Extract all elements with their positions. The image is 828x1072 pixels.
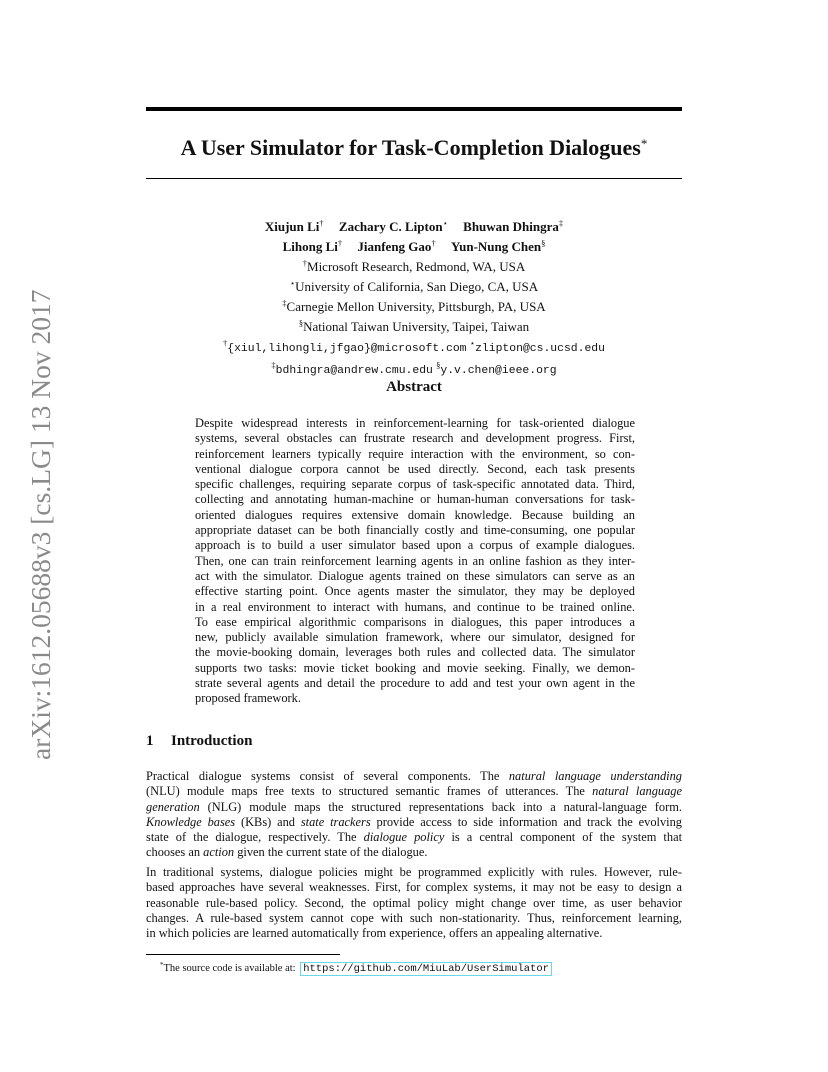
italic-term: Knowledge bases — [146, 814, 236, 829]
paragraph-line: state of the dialogue, respectively. The dialogue policy is a central component of the system that — [146, 830, 683, 845]
affiliation-text: Carnegie Mellon University, Pittsburgh, PA, USA — [286, 299, 546, 314]
author-name: Jianfeng Gao — [357, 239, 432, 254]
arxiv-identifier-stamp — [22, 284, 62, 760]
intro-paragraph-2 — [146, 865, 682, 941]
paragraph-line: chooses an action given the current state of the dialogue. — [146, 845, 428, 860]
abstract-line: To ease empirical algorithmic comparisons in dialogues, this paper introduces a — [195, 614, 635, 629]
abstract-line: supports two tasks: movie ticket booking and movie seeking. Finally, we demon- — [195, 660, 635, 675]
abstract-line: specific challenges, requiring separate corpus of task-specific annotated data. Third, — [195, 477, 635, 492]
paragraph-line: (NLU) module maps free texts to structured semantic frames of utterances. The natural language — [146, 784, 682, 799]
paper-title-text: A User Simulator for Task-Completion Dialogues — [180, 135, 641, 160]
email-address[interactable]: y.v.chen@ieee.org — [440, 365, 557, 377]
italic-term: natural language understanding — [508, 769, 682, 783]
author-name: Xiujun Li — [264, 219, 320, 234]
paragraph-line: based approaches have several weaknesses. First, for complex systems, it may not be easy to design a — [146, 880, 682, 895]
abstract-line: act with the simulator. Dialogue agents trained on these simulators can serve as an — [195, 568, 635, 583]
abstract-line: new, publicly available simulation framework, where our simulator, designed for — [195, 630, 635, 645]
email-mark: ‡ — [271, 360, 276, 370]
abstract-body — [195, 416, 635, 707]
abstract-line: effective starting point. Once agents master the simulator, they may be deployed — [195, 584, 635, 599]
author-mark: § — [541, 238, 546, 248]
email-address[interactable]: {xiul,lihongli,jfgao}@microsoft.com — [227, 343, 467, 355]
abstract-line: Then, one can train reinforcement learning agents in an online fashion as they inter- — [195, 553, 635, 568]
italic-term: state trackers — [300, 814, 371, 829]
abstract-line: the movie-booking domain, leverages both rules and collected data. The simulator — [195, 645, 635, 660]
author-line-2 — [146, 235, 682, 255]
footnote-mark: * — [160, 961, 164, 969]
footnote-text: The source code is available at: — [163, 963, 299, 974]
paragraph-line: generation (NLG) module maps the structured representations back into a natural-language form. — [146, 799, 682, 814]
author-name: Zachary C. Lipton — [338, 219, 443, 234]
title-bottom-rule — [146, 178, 682, 179]
affiliation-mark: ⋆ — [289, 278, 296, 288]
affiliation-mark: † — [302, 258, 308, 268]
author-name: Lihong Li — [282, 239, 338, 254]
author-line-1 — [146, 215, 682, 235]
intro-paragraph-1 — [146, 769, 682, 861]
arxiv-id-text: arXiv:1612.05688v3 [cs.LG] 13 Nov 2017 — [25, 289, 56, 760]
affiliation-mark: ‡ — [282, 298, 287, 308]
author-mark: † — [319, 218, 324, 228]
paragraph-line: In traditional systems, dialogue policies might be programmed explicitly with rules. However, rule- — [146, 865, 682, 879]
section-number: 1 — [146, 733, 154, 749]
footnote-rule — [146, 954, 340, 955]
author-mark: ⋆ — [442, 218, 448, 228]
title-top-rule — [146, 107, 682, 111]
abstract-line: in a real environment to interact with humans, and continue to be trained online. — [195, 599, 635, 614]
affiliation-text: National Taiwan University, Taipei, Taiwan — [303, 319, 530, 334]
abstract-line: appropriate dataset can be both financially costly and time-consuming, one popular — [195, 523, 635, 538]
italic-term: generation — [146, 799, 200, 814]
affiliation-text: Microsoft Research, Redmond, WA, USA — [307, 259, 526, 274]
author-mark: ‡ — [558, 218, 564, 228]
abstract-line: ventional dialogue corpora cannot be used directly. Second, each task presents — [195, 461, 635, 476]
affiliation — [146, 275, 682, 295]
abstract-line: oriented dialogues requires extensive domain knowledge. Because building an — [195, 507, 635, 522]
paper-title — [146, 129, 682, 163]
paragraph-line: reasonable rule-based policy. Second, the optimal policy might change over time, as user behavior — [146, 895, 682, 910]
email-mark: † — [223, 338, 228, 348]
source-code-link[interactable]: https://github.com/MiuLab/UserSimulator — [300, 962, 552, 976]
italic-term: dialogue policy — [363, 830, 445, 845]
author-mark: † — [431, 238, 436, 248]
abstract-heading: Abstract — [386, 379, 442, 395]
email-address[interactable]: bdhingra@andrew.cmu.edu — [275, 365, 433, 377]
abstract-line: systems, several obstacles can frustrate research and development progress. First, — [195, 431, 635, 446]
section-heading — [146, 733, 252, 750]
paragraph-line: Knowledge bases (KBs) and state trackers provide access to side information and track the evolving — [146, 814, 683, 829]
paragraph-line: changes. A rule-based system cannot cope with such non-stationarity. Thus, reinforcement learning, — [146, 910, 682, 925]
author-name: Bhuwan Dhingra — [463, 219, 559, 234]
abstract-line: Despite widespread interests in reinforcement-learning for task-oriented dialogue — [195, 416, 635, 430]
section-title: Introduction — [171, 733, 253, 749]
affiliation — [146, 255, 682, 275]
author-mark: † — [337, 238, 343, 248]
abstract-line: reinforcement learners typically require interaction with the environment, so con- — [195, 446, 635, 461]
abstract-line: collecting and annotating human-machine or human-human conversations for task- — [195, 492, 635, 507]
email-mark: ⋆ — [469, 338, 476, 348]
footnote — [160, 958, 552, 976]
title-footnote-mark: * — [640, 136, 648, 151]
paragraph-line: in which policies are learned automatically from experience, offers an appealing alternative. — [146, 926, 603, 941]
affiliation-text: University of California, San Diego, CA, USA — [295, 279, 539, 294]
paragraph-line: Practical dialogue systems consist of several components. The natural language understanding — [146, 769, 682, 783]
author-name: Yun-Nung Chen — [450, 239, 542, 254]
email-address[interactable]: zlipton@cs.ucsd.edu — [475, 343, 605, 355]
email-line-2 — [146, 357, 682, 379]
abstract-line: strate several agents and detail the procedure to add and test your own agent in the — [195, 676, 635, 691]
author-block — [146, 215, 682, 379]
email-mark: § — [436, 360, 441, 370]
affiliation-mark: § — [298, 318, 304, 328]
affiliation — [146, 295, 682, 315]
abstract-line: approach is to build a user simulator based upon a corpus of example dialogues. — [195, 538, 635, 553]
email-line-1 — [146, 335, 682, 357]
affiliation — [146, 315, 682, 335]
italic-term: action — [203, 845, 235, 860]
abstract-line: proposed framework. — [195, 691, 301, 706]
italic-term: natural language — [592, 784, 682, 799]
